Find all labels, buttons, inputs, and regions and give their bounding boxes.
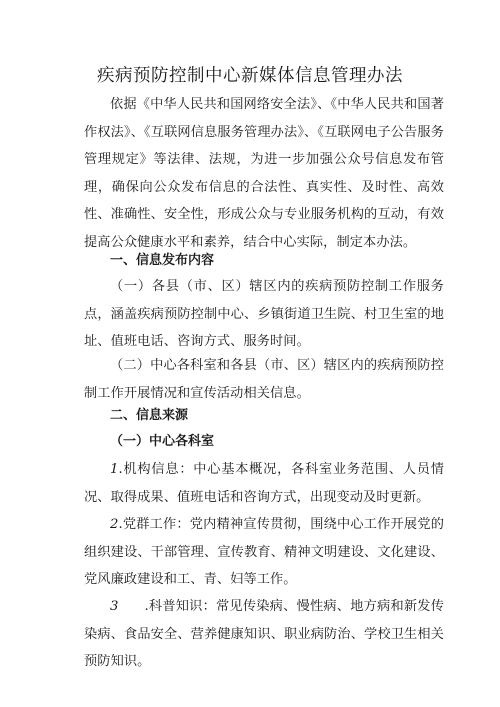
- section-1-item-2: （二）中心各科室和各县（市、区）辖区内的疾病预防控制工作开展情况和宣传活动相关信息。: [84, 358, 444, 401]
- item-1-number: 1: [110, 462, 119, 477]
- document-title: 疾病预防控制中心新媒体信息管理办法: [97, 66, 403, 86]
- section-1-heading: 一、信息发布内容: [110, 253, 215, 268]
- section-2-subheading: （一）中心各科室: [110, 434, 215, 449]
- intro-paragraph: 依据《中华人民共和国网络安全法》、《中华人民共和国著作权法》、《互联网信息服务管理办法》、《互联网电子公告服务管理规定》等法律、法规，为进一步加强公众号信息发布管理，确保向公众发布信息的合法性、真实性、及时性、高效性、准确性、安全性，形成公众与专业服务机构的互动，有效提高公众健康水平和素养，结合中心实际，制定本办法。: [84, 97, 444, 250]
- section-2-item-1: [84, 456, 444, 511]
- section-1-item-1: （一）各县（市、区）辖区内的疾病预防控制工作服务点，涵盖疾病预防控制中心、乡镇街道卫生院、村卫生室的地址、值班电话、咨询方式、服务时间。: [84, 279, 444, 349]
- section-2-item-2: [84, 511, 444, 594]
- item-3-number: 3: [110, 599, 119, 614]
- item-2-number: 2: [110, 517, 119, 532]
- section-2-item-3: [84, 593, 444, 676]
- item-3-text: .科普知识：常见传染病、慢性病、地方病和新发传染病、食品安全、营养健康知识、职业病防治、学校卫生相关预防知识。: [84, 599, 444, 669]
- item-1-text: .机构信息：中心基本概况，各科室业务范围、人员情况、取得成果、值班电话和咨询方式，出现变动及时更新。: [84, 462, 444, 505]
- item-2-text: .党群工作：党内精神宣传贯彻，围绕中心工作开展党的组织建设、干部管理、宣传教育、精神文明建设、文化建设、党风廉政建设和工、青、妇等工作。: [84, 517, 444, 587]
- section-2-heading: 二、信息来源: [110, 408, 189, 423]
